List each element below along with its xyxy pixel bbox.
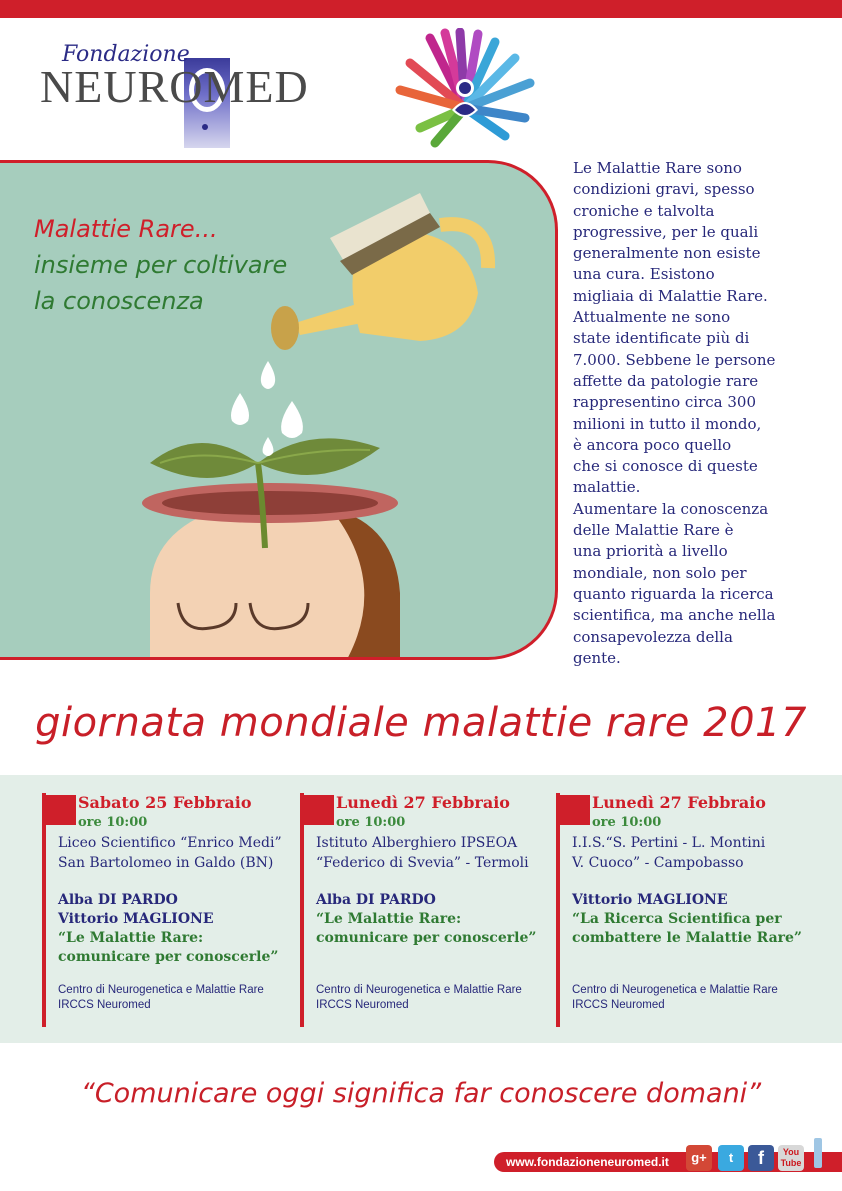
google-plus-icon[interactable]: g+ [686,1145,712,1171]
event-organizer: Centro di Neurogenetica e Malattie Rare IRCCS Neuromed [58,984,264,1011]
event-column-3 [556,793,816,1031]
event-talk-title: “Le Malattie Rare: comunicare per conoscerle” [58,930,279,965]
event-venue: I.I.S.“S. Pertini - L. Montini V. Cuoco” - Campobasso [572,835,766,871]
flag-pole [300,793,304,1027]
twitter-icon[interactable]: t [718,1145,744,1171]
event-column-1 [42,793,302,1031]
event-column-2 [300,793,560,1031]
event-time: ore 10:00 [592,815,662,830]
logo-fondazione-text: Fondazione [62,42,190,67]
event-date: Lunedì 27 Febbraio [336,793,510,812]
event-date: Lunedì 27 Febbraio [592,793,766,812]
watering-can-head-illustration [0,163,558,660]
top-red-bar [0,0,842,18]
flag-pole [556,793,560,1027]
event-date: Sabato 25 Febbraio [78,793,252,812]
hero-title-line3: la conoscenza [34,287,204,315]
neuromed-logo[interactable] [38,38,358,148]
intro-paragraph: Le Malattie Rare sono condizioni gravi, spesso croniche e talvolta progressive, per le quali generalmente non esiste una cura. Esistono migliaia di Malattie Rare. Attualmente ne sono state identificate più di 7.000. Sebbene le persone affette da patologie rare rappresentino circa 300 milioni in tutto il mondo, è ancora poco quello che si conosce di queste malattie. Aumentare la conoscenza delle Malattie Rare è una priorità a livello mondiale, non solo per quanto riguarda la ricerca scientifica, ma anche nella consapevolezza della gente. [573,159,776,667]
event-speakers: Alba DI PARDO Vittorio MAGLIONE [58,892,214,927]
logo-dot [202,124,208,130]
event-speakers: Alba DI PARDO [316,892,436,908]
corner-tag [814,1138,822,1168]
event-venue: Istituto Alberghiero IPSEOA “Federico di Svevia” - Termoli [316,835,529,871]
facebook-icon[interactable]: f [748,1145,774,1171]
schedule-band [0,775,842,1043]
hero-title-line1: Malattie Rare... [34,215,218,243]
event-talk-title: “Le Malattie Rare: comunicare per conoscerle” [316,911,537,946]
event-time: ore 10:00 [78,815,148,830]
event-organizer: Centro di Neurogenetica e Malattie Rare IRCCS Neuromed [572,984,778,1011]
event-organizer: Centro di Neurogenetica e Malattie Rare IRCCS Neuromed [316,984,522,1011]
event-title: giornata mondiale malattie rare 2017 [35,700,807,746]
event-time: ore 10:00 [336,815,406,830]
red-flag-icon [556,795,590,825]
closing-quote: “Comunicare oggi significa far conoscere domani” [80,1078,762,1109]
red-flag-icon [300,795,334,825]
event-talk-title: “La Ricerca Scientifica per combattere le Malattie Rare” [572,911,802,946]
red-flag-icon [42,795,76,825]
intro-text [573,158,835,669]
youtube-icon[interactable]: You Tube [778,1145,804,1171]
logo-neuromed-text: NEUROMED [40,61,309,112]
event-speakers: Vittorio MAGLIONE [572,892,728,908]
hands-emblem-icon [390,28,540,148]
hero-title-line2: insieme per coltivare [34,251,288,279]
website-link[interactable]: www.fondazioneneuromed.it [506,1155,669,1169]
hero-illustration-panel [0,160,558,660]
event-venue: Liceo Scientifico “Enrico Medi” San Bartolomeo in Galdo (BN) [58,835,282,871]
flag-pole [42,793,46,1027]
